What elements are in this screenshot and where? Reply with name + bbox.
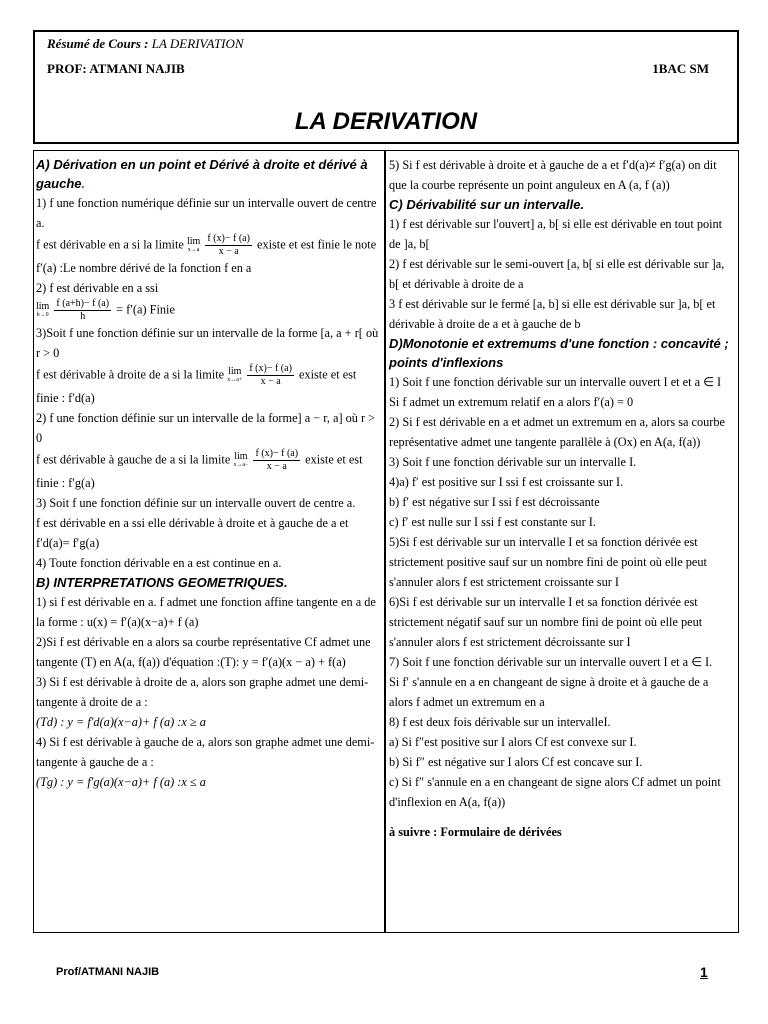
text-line: 3 f est dérivable sur le fermé [a, b] si elle est dérivable sur ]a, b[ et dérivable à droite de a et à gauche de b [389,297,716,331]
follow-up-note: à suivre : Formulaire de dérivées [389,825,562,839]
fraction: $\frac{f (x)- f (a)}{x - a}$ [207,233,250,257]
text-line: 1) Soit f une fonction dérivable sur un intervalle ouvert I et et a ∈ I [389,375,722,389]
text-line: 4) Si f est dérivable à gauche de a, alors son graphe admet une demi-tangente à gauche de a : [36,735,375,769]
text-line: 8) f est deux fois dérivable sur un intervalleI. [389,715,611,729]
equation-line: (Tg) : y = f′g(a)(x−a)+ f (a) :x ≤ a [36,775,206,789]
left-column [36,155,379,792]
text-line: 3) Soit f une fonction définie sur un intervalle ouvert de centre a. [36,496,356,510]
text-line: 2) f est dérivable sur le semi-ouvert [a, b[ si elle est dérivable sur ]a, b[ et dérivable à droite de a [389,257,725,291]
limit-symbol: lim x→a− [233,451,249,468]
text-line: 2) f une fonction définie sur un intervalle de la forme] a − r, a] où r > 0 [36,411,376,445]
text-line: 4)a) f′ est positive sur I ssi f est croissante sur I. [389,475,624,489]
text-line: 2) f est dérivable en a ssi [36,281,159,295]
text-line: 3)Soit f une fonction définie sur un intervalle de la forme [a, a + r[ où r > 0 [36,326,379,360]
course-summary-label: Résumé de Cours : LA DERIVATION [47,36,244,51]
text-line: 4) Toute fonction dérivable en a est continue en a. [36,556,282,570]
section-c-heading: C) Dérivabilité sur un intervalle. [389,197,585,212]
text-line: 1) f est dérivable sur l'ouvert] a, b[ si elle est dérivable en tout point de ]a, b[ [389,217,723,251]
text-line: 3) Soit f une fonction dérivable sur un intervalle I. [389,455,637,469]
text-line: 1) si f est dérivable en a. f admet une fonction affine tangente en a de la forme : u(x) = f′(a)(x−a)+ f (a) [36,595,376,629]
fraction: $\frac{f (x)- f (a)}{x - a}$ [249,363,292,387]
section-d-heading: D)Monotonie et extremums d'une fonction : concavité ; points d'inflexions [389,336,729,370]
limit-symbol: lim h→0 [36,301,50,318]
text-line: f est dérivable en a si la limite lim x→a $\frac{f (x)- f (a)}{x - a}$ existe et est finie le note f′(a) :Le nombre dérivé de la fonction f en a [36,233,377,275]
right-column [389,155,734,842]
text-line: 7) Soit f une fonction dérivable sur un intervalle ouvert I et a ∈ I. [389,655,713,669]
text-line: c) f′ est nulle sur I ssi f est constante sur I. [389,515,596,529]
footer-author: Prof/ATMANI NAJIB [56,966,160,978]
class-level: 1BAC SM [652,61,709,76]
text-line: a) Si f″est positive sur I alors Cf est convexe sur I. [389,735,637,749]
fraction: $\frac{f (x)- f (a)}{x - a}$ [255,448,299,472]
text-line: f est dérivable en a ssi elle dérivable à droite et à gauche de a et f′d(a)= f′g(a) [36,516,349,550]
professor-name: PROF: ATMANI NAJIB [47,61,185,76]
text-line: 2) Si f est dérivable en a et admet un extremum en a, alors sa courbe représentative admet une tangente parallèle à (Ox) en A(a, f(a)) [389,415,725,449]
column-divider [384,151,386,932]
text-line: Si f admet un extremum relatif en a alors f′(a) = 0 [389,395,634,409]
section-a-heading: A) Dérivation en un point et Dérivé à droite et dérivé à gauche. [36,157,368,191]
text-line: 2)Si f est dérivable en a alors sa courbe représentative Cf admet une tangente (T) en A(a, f(a)) d'équation :(T): y = f′(a)(x − a) + f(a) [36,635,371,669]
limit-symbol: lim x→a+ [227,366,243,383]
text-line: b) f′ est négative sur I ssi f est décroissante [389,495,600,509]
text-line: b) Si f″ est négative sur I alors Cf est concave sur I. [389,755,643,769]
page-title: LA DERIVATION [294,108,478,135]
text-line: c) Si f″ s'annule en a en changeant de signe alors Cf admet un point d'inflexion en A(a, f(a)) [389,775,721,809]
text-line: f est dérivable à gauche de a si la limite lim x→a− $\frac{f (x)- f (a)}{x - a}$ existe et est finie : f′g(a) [36,448,363,490]
text-line: Si f′ s'annule en a en changeant de signe à droite et à gauche de a alors f admet un extremum en a [389,675,709,709]
text-line: 6)Si f est dérivable sur un intervalle I et sa fonction dérivée est strictement négatif sauf sur un nombre fini de point où elle peut s'annuler alors f est strictement décroissante sur I [389,595,703,649]
equation-line: (Td) : y = f′d(a)(x−a)+ f (a) :x ≥ a [36,715,206,729]
fraction: $\frac{f (a+h)- f (a)}{h}$ [56,298,110,322]
text-line: 1) f une fonction numérique définie sur un intervalle ouvert de centre a. [36,196,377,230]
page-number: 1 [700,964,708,980]
header-box [33,30,739,144]
text-line: 3) Si f est dérivable à droite de a, alors son graphe admet une demi-tangente à droite de a : [36,675,369,709]
section-b-heading: B) INTERPRETATIONS GEOMETRIQUES. [36,575,288,590]
text-line: lim h→0 $\frac{f (a+h)- f (a)}{h}$ = f′(a) Finie [36,298,175,322]
text-line: f est dérivable à droite de a si la limite lim x→a+ $\frac{f (x)- f (a)}{x - a}$ existe et est finie : f′d(a) [36,363,357,405]
limit-symbol: lim x→a [186,236,201,253]
text-line: 5)Si f est dérivable sur un intervalle I et sa fonction dérivée est strictement positive sauf sur un nombre fini de point où elle peut s'annuler alors f est strictement croissante sur I [389,535,707,589]
text-line: 5) Si f est dérivable à droite et à gauche de a et f′d(a)≠ f′g(a) on dit que la courbe représente un point anguleux en A (a, f (a)) [389,158,717,192]
